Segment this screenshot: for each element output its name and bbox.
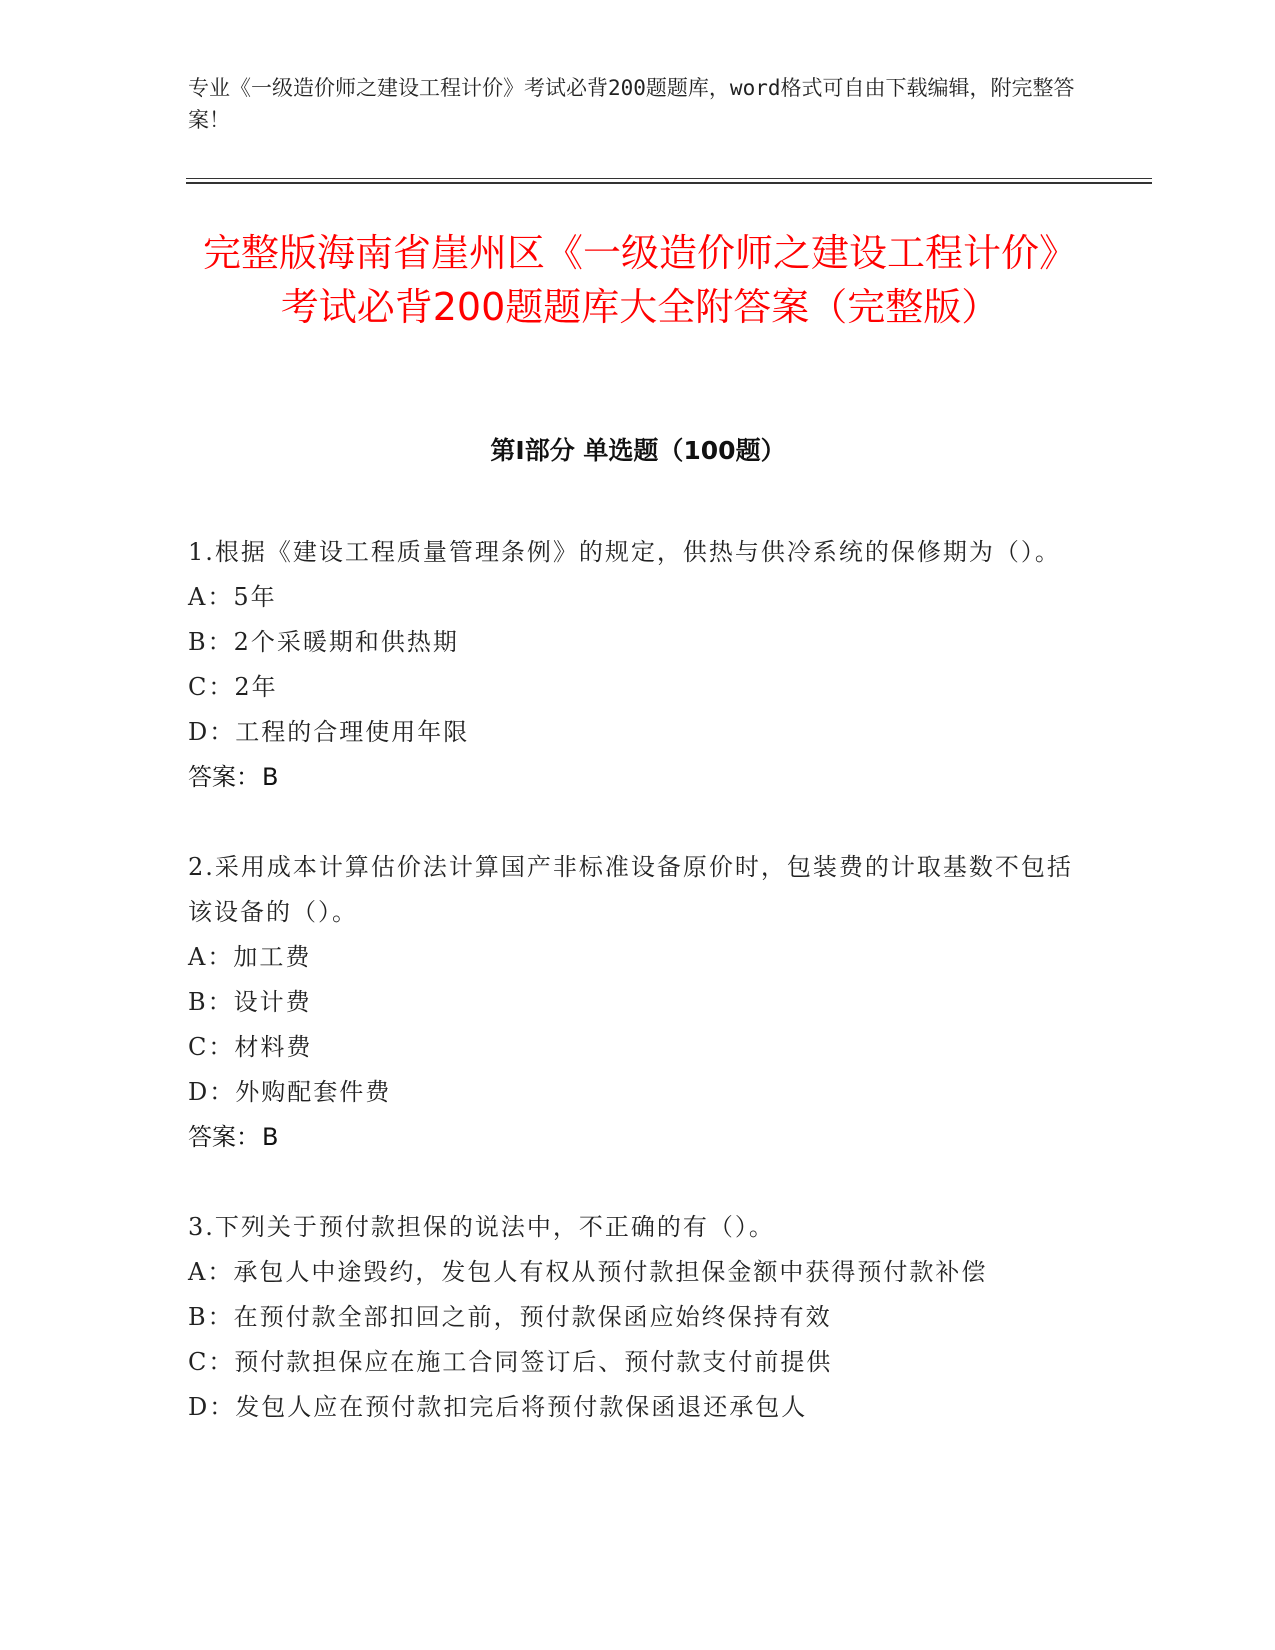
question-stem: 1.根据《建设工程质量管理条例》的规定，供热与供冷系统的保修期为（）。 [188,538,1061,566]
option-b: B：设计费 [188,988,312,1016]
option-a: A：承包人中途毁约，发包人有权从预付款担保金额中获得预付款补偿 [188,1258,988,1286]
answer-value: B [262,1123,279,1151]
answer-line [188,1115,1088,1160]
option-b: B：在预付款全部扣回之前，预付款保函应始终保持有效 [188,1303,832,1331]
option-a: A：5年 [188,583,277,611]
option-d: D：外购配套件费 [188,1078,392,1106]
option-d: D：发包人应在预付款扣完后将预付款保函退还承包人 [188,1393,808,1421]
question-3 [188,1205,1088,1430]
answer-label: 答案： [188,1123,260,1151]
question-stem: 3.下列关于预付款担保的说法中，不正确的有（）。 [188,1213,775,1241]
question-list [188,530,1088,1475]
header-divider-thick [186,182,1152,184]
header-note: 专业《一级造价师之建设工程计价》考试必背200题题库，word格式可自由下载编辑，附完整答案！ [188,76,1075,132]
option-c: C：预付款担保应在施工合同签订后、预付款支付前提供 [188,1348,833,1376]
question-stem: 2.采用成本计算估价法计算国产非标准设备原价时，包装费的计取基数不包括该设备的（）。 [188,853,1073,926]
document-title: 完整版海南省崖州区《一级造价师之建设工程计价》考试必背200题题库大全附答案（完整版） [202,231,1077,329]
question-2 [188,845,1088,1160]
section-title: 第Ⅰ部分 单选题（100题） [490,436,786,465]
answer-label: 答案： [188,763,260,791]
question-1 [188,530,1088,800]
option-c: C：材料费 [188,1033,313,1061]
header-divider-thin [186,178,1152,179]
option-a: A：加工费 [188,943,312,971]
option-b: B：2个采暖期和供热期 [188,628,459,656]
option-d: D：工程的合理使用年限 [188,718,470,746]
answer-line [188,755,1088,800]
option-c: C：2年 [188,673,278,701]
answer-value: B [262,763,279,791]
